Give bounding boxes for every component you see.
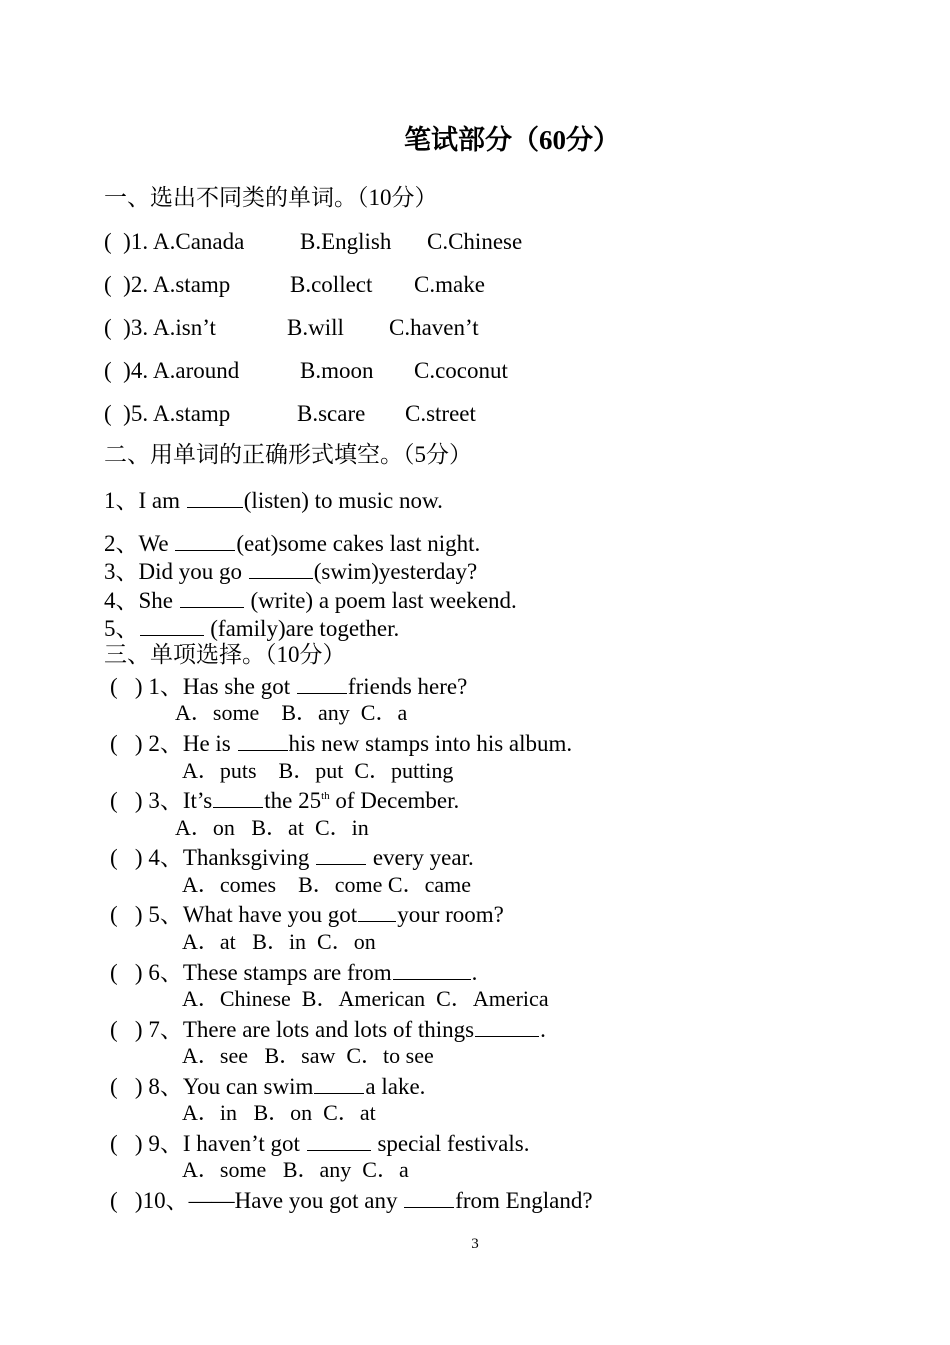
answer-blank[interactable] <box>404 1185 454 1208</box>
section3-question: ( ) 2、He is his new stamps into his album. <box>110 728 572 758</box>
answer-blank[interactable] <box>175 528 235 551</box>
section2-item: 1、I am (listen) to music now. <box>104 485 443 515</box>
section2-item: 5、 (family)are together. <box>104 613 399 643</box>
answer-blank[interactable] <box>238 728 288 751</box>
section2-item: 2、We (eat)some cakes last night. <box>104 528 480 558</box>
section3-options: A．see B．saw C．to see <box>182 1043 434 1068</box>
section2-item: 3、Did you go (swim)yesterday? <box>104 556 477 586</box>
section3-question: ( )10、——Have you got any from England? <box>110 1185 593 1215</box>
section3-options: A．on B．at C．in <box>175 815 369 840</box>
answer-blank[interactable] <box>475 1014 539 1037</box>
section3-options: A．puts B．put C．putting <box>182 758 454 783</box>
section3-question: ( ) 4、Thanksgiving every year. <box>110 842 474 872</box>
section1-heading: 一、选出不同类的单词。（10分） <box>104 185 438 210</box>
answer-blank[interactable] <box>187 485 243 508</box>
answer-blank[interactable] <box>316 842 366 865</box>
answer-blank[interactable] <box>393 957 471 980</box>
answer-blank[interactable] <box>180 585 244 608</box>
section2-item: 4、She (write) a poem last weekend. <box>104 585 517 615</box>
section3-question: ( ) 8、You can swim a lake. <box>110 1071 425 1101</box>
answer-blank[interactable] <box>249 556 313 579</box>
section3-question: ( ) 5、What have you got your room? <box>110 899 504 929</box>
section3-question: ( ) 7、There are lots and lots of things . <box>110 1014 546 1044</box>
answer-blank[interactable] <box>297 671 347 694</box>
section3-question: ( ) 9、I haven’t got special festivals. <box>110 1128 529 1158</box>
answer-blank[interactable] <box>213 785 263 808</box>
section3-question: ( ) 3、It’s the 25th of December. <box>110 785 459 815</box>
section3-options: A．Chinese B．American C．America <box>182 986 549 1011</box>
section2-heading: 二、用单词的正确形式填空。（5分） <box>104 442 472 467</box>
answer-blank[interactable] <box>314 1071 364 1094</box>
section3-options: A．comes B．come C．came <box>182 872 471 897</box>
section3-options: A．some B．any C．a <box>175 700 408 725</box>
section3-heading: 三、单项选择。（10分） <box>104 642 346 667</box>
answer-blank[interactable] <box>307 1128 371 1151</box>
answer-blank[interactable] <box>358 899 396 922</box>
section3-options: A．at B．in C．on <box>182 929 376 954</box>
page-number: 3 <box>471 1236 479 1252</box>
section3-question: ( ) 6、These stamps are from . <box>110 957 477 987</box>
section3-options: A．in B．on C．at <box>182 1100 376 1125</box>
section3-options: A．some B．any C．a <box>182 1157 409 1182</box>
page-title: 笔试部分（60分） <box>404 125 620 155</box>
section3-question: ( ) 1、Has she got friends here? <box>110 671 467 701</box>
worksheet-page: 笔试部分（60分） 一、选出不同类的单词。（10分） ( )1. A.Canada B.English C.Chinese ( )2. A.stamp B.collect C.make ( )3. A.isn’t B.will C.haven’t ( )4. A.around B.moon C.coconut ( )5. A.stamp B.scare C.street 二、用单词的正确形式填空。（5分） 1、I am (listen) to music now. 2、We (eat)some cakes last night. 3、Did you go (swim)yesterday? 4、She (write) a poem last weekend. 5、 (family)are together. 三、单项选择。（10分） ( ) 1、Has she got friends here? A．some B．any C．a ( ) 2、He is his new stamps into his album. A．puts B．put C．putting ( ) 3、It’s the 25th of December. A．on B．at C．in ( ) 4、Thanksgiving every year. A．comes B．come C．came ( ) 5、What have you got your room? A．at B．in C．on ( ) 6、These stamps are from . A．Chinese B．American C．America ( ) 7、There are lots and lots of things . A．see B．saw C．to see ( ) 8、You can swim a lake. A．in B．on C．at ( ) 9、I haven’t got special festivals. A．some B．any C．a ( )10、——Have you got any from England? 3 <box>0 0 950 1345</box>
answer-blank[interactable] <box>140 613 204 636</box>
